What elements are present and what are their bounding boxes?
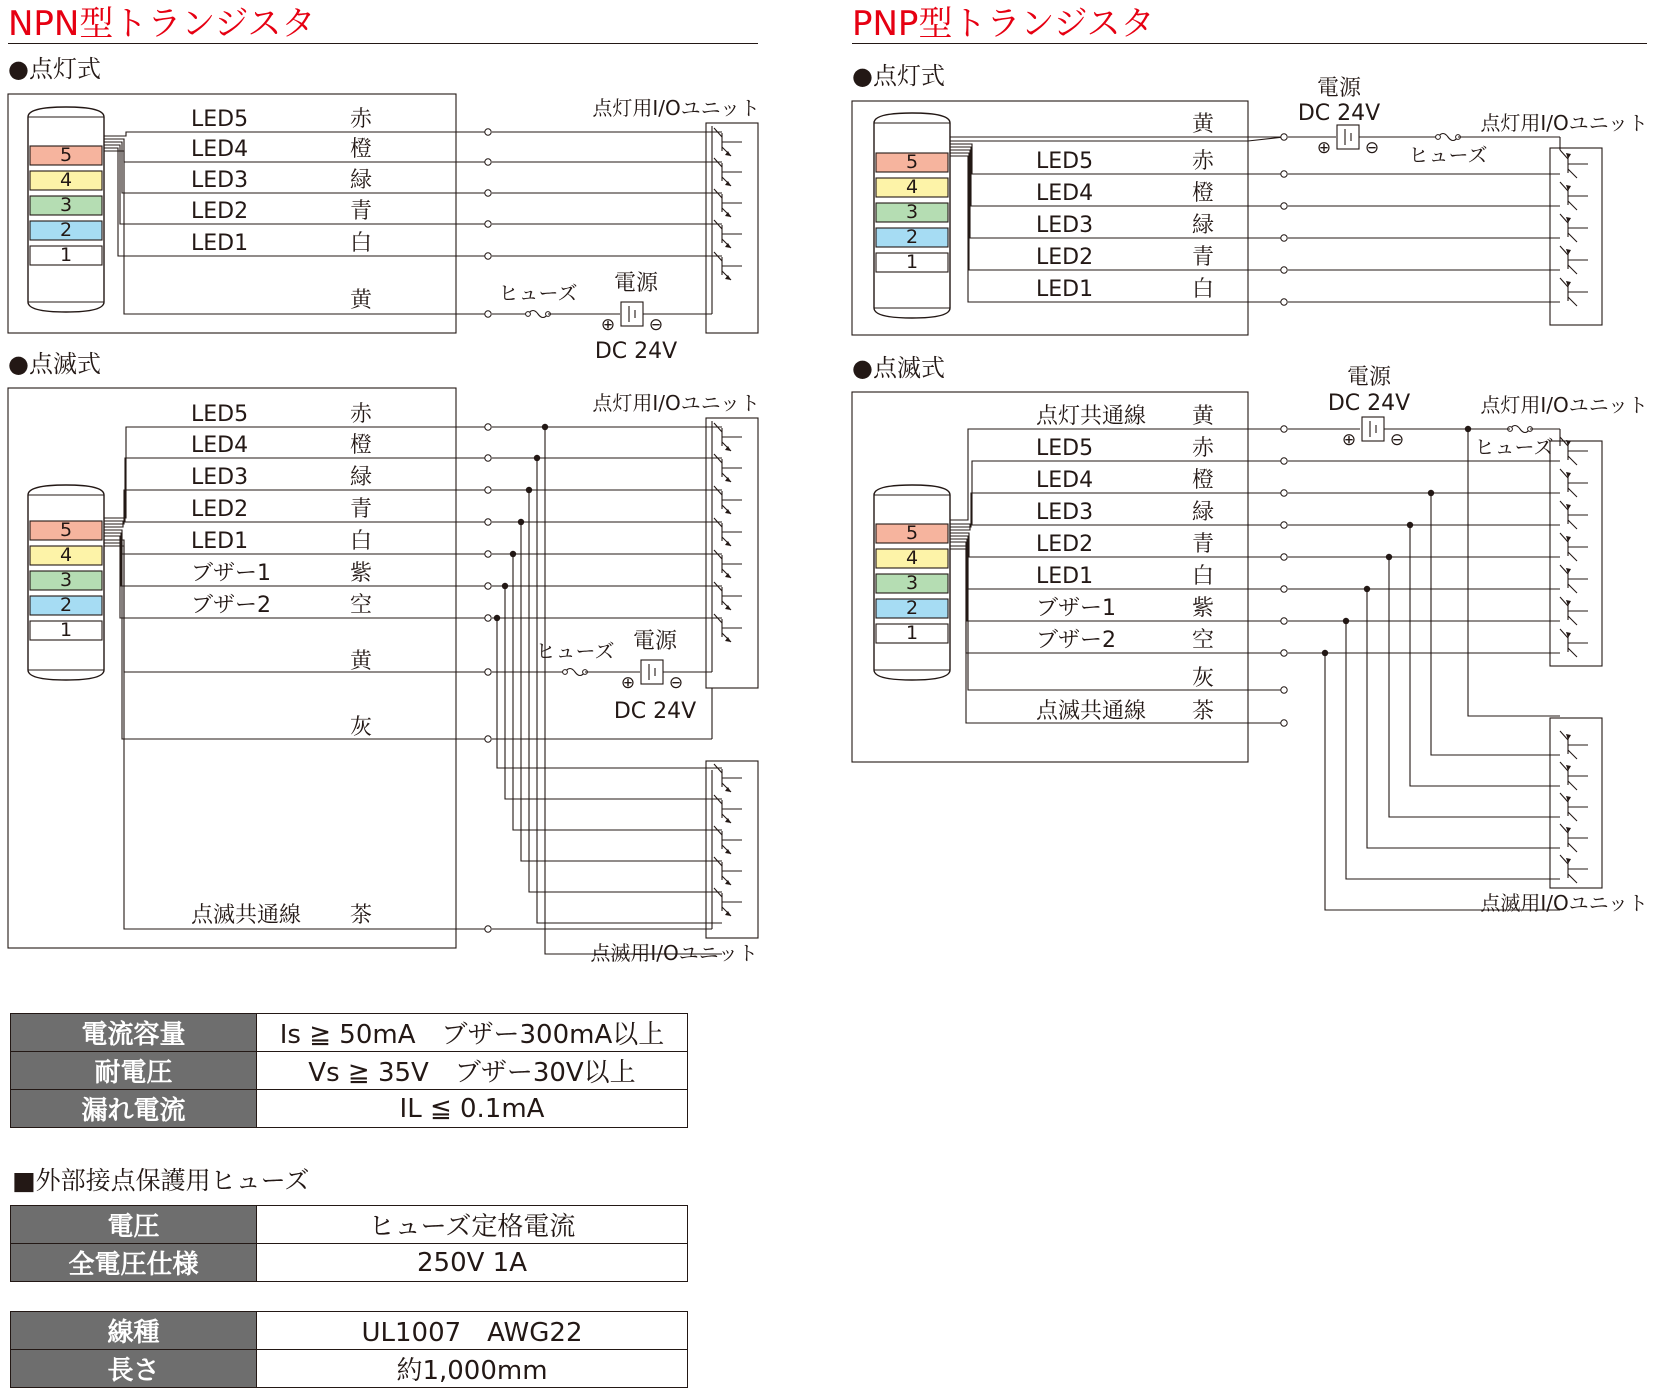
wire-label-ブザー1: ブザー1: [191, 561, 271, 586]
wire-color-赤: 赤: [349, 107, 373, 132]
wire-label-LED2: LED2: [1036, 532, 1094, 557]
table-row: [11, 1312, 688, 1350]
wire-LED5: [104, 132, 488, 136]
transistor-arrow-icon: [725, 573, 731, 578]
terminal-icon: [485, 311, 491, 317]
wire-LED1: [104, 148, 488, 256]
table-row: [11, 1090, 688, 1128]
terminal-icon: [1281, 299, 1287, 305]
wire-label-LED1: LED1: [191, 231, 249, 256]
wire-color-緑: 緑: [349, 168, 373, 193]
fuse-end: [563, 670, 568, 675]
terminal-icon: [485, 551, 491, 557]
transistor-arrow-icon: [725, 243, 731, 248]
fuse-label: ヒューズ: [535, 639, 615, 663]
wire-color-橙: 橙: [1191, 468, 1215, 493]
steady-io-unit: [706, 123, 758, 333]
transistor-collector: [1568, 201, 1577, 210]
wire-color-空: 空: [1191, 628, 1215, 653]
dc-label: DC 24V: [1327, 391, 1411, 416]
wire-LED2: [104, 522, 488, 527]
transistor-collector: [1568, 874, 1577, 883]
tier-label-1: 1: [59, 244, 73, 266]
transistor-collector: [1568, 552, 1577, 561]
minus-icon: ⊖: [668, 673, 684, 693]
terminal-icon: [1281, 203, 1287, 209]
terminal-icon: [1281, 134, 1287, 140]
flash-branch: [1367, 589, 1560, 848]
flash-io-unit: [1550, 718, 1602, 888]
wire-label-ブザー2: ブザー2: [1036, 628, 1116, 653]
steady-io-label: 点灯用I/Oユニット: [592, 96, 760, 120]
terminal-icon: [485, 424, 491, 430]
cable-label: 線種: [11, 1312, 257, 1350]
wire-ブザー1: [950, 539, 1284, 621]
transistor-collector: [1568, 265, 1577, 274]
tier-label-4: 4: [59, 169, 73, 191]
wire-label-LED3: LED3: [1036, 500, 1094, 525]
table-row: [11, 1244, 688, 1282]
wire-label-LED5: LED5: [191, 107, 249, 132]
transistor-collector: [1568, 297, 1577, 306]
flash-common-link: [1468, 429, 1560, 716]
transistor-arrow-icon: [725, 181, 731, 186]
terminal-icon: [1281, 618, 1287, 624]
terminal-icon: [1281, 490, 1287, 496]
dc-label: DC 24V: [1297, 101, 1381, 126]
power-label: 電源: [613, 271, 659, 296]
table-row: [11, 1350, 688, 1388]
tier-label-2: 2: [59, 219, 73, 241]
npn-steady-heading: ●点灯式: [8, 55, 101, 83]
wire-label-LED2: LED2: [1036, 245, 1094, 270]
steady-io-label: 点灯用I/Oユニット: [592, 391, 760, 415]
power-label: 電源: [632, 629, 678, 654]
wire-brown: [104, 546, 488, 929]
transistor-arrow-icon: [725, 212, 731, 217]
flash-branch: [1389, 557, 1560, 817]
plus-icon: ⊕: [1341, 430, 1357, 450]
wire-color-緑: 緑: [1191, 213, 1215, 238]
terminal-icon: [485, 129, 491, 135]
tier-label-5: 5: [59, 144, 73, 166]
wire-color-紫: 紫: [349, 561, 373, 586]
fuse-icon: [1510, 426, 1530, 433]
wire-yellow: [104, 151, 488, 314]
plus-icon: ⊕: [1316, 138, 1332, 158]
wire-label-LED1: LED1: [1036, 277, 1094, 302]
wire-LED4: [104, 139, 488, 162]
wire-color-白: 白: [349, 231, 373, 256]
wire-label-LED2: LED2: [191, 199, 249, 224]
transistor-arrow-icon: [725, 911, 731, 916]
transistor-collector: [1568, 584, 1577, 593]
wire-label-flash-common: 点滅共通線: [1036, 699, 1147, 724]
rating-label: 電流容量: [11, 1014, 257, 1052]
npn-title: NPN型トランジスタ: [8, 4, 316, 44]
wire-color-gray: 灰: [349, 715, 373, 740]
wire-color-yellow: 黄: [349, 288, 373, 313]
wire-color-brown: 茶: [349, 903, 373, 928]
terminal-icon: [1281, 554, 1287, 560]
transistor-arrow-icon: [725, 446, 731, 451]
rating-label: 漏れ電流: [11, 1090, 257, 1128]
transistor-arrow-icon: [725, 880, 731, 885]
wire-ブザー2: [950, 542, 1284, 653]
fuse-row-label: 全電圧仕様: [11, 1244, 257, 1282]
wire-label-ブザー2: ブザー2: [191, 593, 271, 618]
transistor-arrow-icon: [725, 541, 731, 546]
pnp-title: PNP型トランジスタ: [852, 4, 1155, 44]
tier-label-1: 1: [905, 622, 919, 644]
plus-icon: ⊕: [620, 673, 636, 693]
fuse-section-title: ■外部接点保護用ヒューズ: [12, 1166, 310, 1195]
wire-color-白: 白: [1191, 564, 1215, 589]
transistor-arrow-icon: [725, 477, 731, 482]
terminal-icon: [1281, 720, 1287, 726]
fuse-header-label: 電圧: [11, 1206, 257, 1244]
transistor-collector: [1568, 169, 1577, 178]
steady-io-label: 点灯用I/Oユニット: [1480, 393, 1648, 417]
battery-icon: [1337, 125, 1359, 149]
wire-color-brown: 茶: [1191, 699, 1215, 724]
wire-color-gray: 灰: [1191, 666, 1215, 691]
dc-label: DC 24V: [613, 699, 697, 724]
wire-color-緑: 緑: [349, 465, 373, 490]
terminal-icon: [1281, 235, 1287, 241]
wire-LED5: [104, 427, 488, 518]
cable-value: UL1007 AWG22: [257, 1312, 688, 1350]
terminal-icon: [485, 669, 491, 675]
battery-icon: [621, 302, 643, 326]
fuse-label: ヒューズ: [1474, 435, 1554, 459]
wire-LED3: [950, 525, 1284, 530]
terminal-icon: [485, 926, 491, 932]
wire-yellow: [950, 137, 1284, 141]
terminal-icon: [1281, 687, 1287, 693]
terminal-icon: [1281, 267, 1287, 273]
wire-label-LED1: LED1: [1036, 564, 1094, 589]
terminal-icon: [485, 519, 491, 525]
flash-branch: [1346, 621, 1560, 879]
terminal-icon: [485, 615, 491, 621]
wire-color-yellow: 黄: [1191, 112, 1215, 137]
flash-branch: [1410, 525, 1560, 786]
pnp-steady-heading: ●点灯式: [852, 62, 945, 90]
fuse-table: [10, 1205, 688, 1282]
wire-label-LED5: LED5: [1036, 436, 1094, 461]
wire-yellow: [950, 429, 1284, 520]
flash-io-label: 点滅用I/Oユニット: [590, 941, 758, 965]
wire-color-yellow: 黄: [1191, 404, 1215, 429]
flash-io-label: 点滅用I/Oユニット: [1480, 891, 1648, 915]
battery-icon: [641, 660, 663, 684]
wire-color-白: 白: [1191, 277, 1215, 302]
rating-value: Vs ≧ 35V ブザー30V以上: [257, 1052, 688, 1090]
transistor-arrow-icon: [725, 818, 731, 823]
wire-brown: [950, 549, 1284, 723]
minus-icon: ⊖: [1364, 138, 1380, 158]
transistor-arrow-icon: [725, 605, 731, 610]
rating-table: [10, 1013, 688, 1128]
rating-value: Is ≧ 50mA ブザー300mA以上: [257, 1014, 688, 1052]
wire-color-橙: 橙: [349, 137, 373, 162]
transistor-collector: [1568, 750, 1577, 759]
terminal-icon: [485, 736, 491, 742]
wire-color-白: 白: [349, 529, 373, 554]
wire-color-緑: 緑: [1191, 500, 1215, 525]
wire-ブザー1: [104, 533, 488, 586]
transistor-arrow-icon: [725, 151, 731, 156]
wire-label-LED4: LED4: [1036, 468, 1094, 493]
transistor-collector: [1568, 520, 1577, 529]
wire-LED2: [104, 145, 488, 224]
npn-steady-diagram: [8, 94, 760, 364]
steady-io-unit: [1550, 441, 1602, 666]
transistor-collector: [1568, 781, 1577, 790]
wire-LED3: [950, 150, 1284, 238]
terminal-icon: [1281, 650, 1287, 656]
wire-color-青: 青: [349, 199, 373, 224]
terminal-icon: [485, 159, 491, 165]
wire-label-LED3: LED3: [191, 465, 249, 490]
power-label: 電源: [1316, 76, 1362, 101]
wire-color-青: 青: [349, 497, 373, 522]
wire-color-橙: 橙: [349, 433, 373, 458]
steady-io-label: 点灯用I/Oユニット: [1480, 111, 1648, 135]
tier-label-5: 5: [905, 151, 919, 173]
wire-label-LED5: LED5: [1036, 149, 1094, 174]
wire-LED1: [950, 536, 1284, 589]
tier-label-2: 2: [905, 597, 919, 619]
dc-label: DC 24V: [594, 339, 678, 364]
fuse-icon: [565, 669, 585, 676]
tier-label-5: 5: [59, 519, 73, 541]
tier-label-3: 3: [905, 572, 919, 594]
wire-label-ブザー1: ブザー1: [1036, 596, 1116, 621]
fuse-label: ヒューズ: [1408, 143, 1488, 167]
rating-label: 耐電圧: [11, 1052, 257, 1090]
terminal-icon: [485, 190, 491, 196]
wire-LED3: [104, 490, 488, 524]
wire-ブザー2: [104, 536, 488, 618]
wire-label-steady-common: 点灯共通線: [1036, 404, 1147, 429]
transistor-collector: [1568, 616, 1577, 625]
npn-flash-diagram: [8, 388, 760, 965]
fuse-label: ヒューズ: [498, 281, 578, 305]
flash-branch: [1325, 653, 1560, 910]
tier-label-5: 5: [905, 522, 919, 544]
battery-icon: [1362, 417, 1384, 441]
flash-io-unit: [706, 761, 758, 938]
terminal-icon: [485, 455, 491, 461]
tier-label-1: 1: [59, 619, 73, 641]
cable-value: 約1,000mm: [257, 1350, 688, 1388]
transistor-collector: [1568, 488, 1577, 497]
wire-color-青: 青: [1191, 245, 1215, 270]
terminal-icon: [485, 487, 491, 493]
fuse-end: [1436, 135, 1441, 140]
tier-label-2: 2: [905, 226, 919, 248]
wire-label-flash-common: 点滅共通線: [191, 903, 302, 928]
table-row: [11, 1014, 688, 1052]
wire-label-LED4: LED4: [191, 433, 249, 458]
fuse-end: [526, 312, 531, 317]
terminal-icon: [1281, 171, 1287, 177]
table-row: [11, 1052, 688, 1090]
plus-icon: ⊕: [600, 315, 616, 335]
transistor-arrow-icon: [725, 275, 731, 280]
wire-LED2: [950, 533, 1284, 557]
wire-color-yellow: 黄: [349, 649, 373, 674]
wire-color-橙: 橙: [1191, 181, 1215, 206]
flash-branch: [513, 554, 722, 830]
minus-icon: ⊖: [648, 315, 664, 335]
terminal-icon: [1281, 426, 1287, 432]
transistor-collector: [1568, 233, 1577, 242]
power-label: 電源: [1346, 365, 1392, 390]
wire-label-LED2: LED2: [191, 497, 249, 522]
transistor-arrow-icon: [725, 787, 731, 792]
wire-LED1: [950, 156, 1284, 302]
cable-table: [10, 1311, 688, 1388]
transistor-arrow-icon: [725, 637, 731, 642]
tier-label-3: 3: [59, 194, 73, 216]
wire-color-赤: 赤: [1191, 436, 1215, 461]
wire-LED1: [104, 530, 488, 554]
tier-label-4: 4: [905, 547, 919, 569]
npn-flash-heading: ●点滅式: [8, 350, 101, 378]
transistor-collector: [1568, 843, 1577, 852]
wire-label-LED3: LED3: [191, 168, 249, 193]
pnp-steady-diagram: [852, 76, 1648, 335]
transistor-collector: [1568, 812, 1577, 821]
wire-gray: [950, 546, 1284, 690]
transistor-arrow-icon: [725, 849, 731, 854]
tier-label-1: 1: [905, 251, 919, 273]
wire-color-赤: 赤: [349, 402, 373, 427]
wire-color-紫: 紫: [1191, 596, 1215, 621]
transistor-arrow-icon: [725, 509, 731, 514]
terminal-icon: [1281, 458, 1287, 464]
fuse-header-value: ヒューズ定格電流: [257, 1206, 688, 1244]
wire-gray: [104, 543, 488, 739]
wire-yellow: [104, 540, 488, 672]
wire-LED3: [104, 142, 488, 193]
table-row: [11, 1206, 688, 1244]
pnp-flash-heading: ●点滅式: [852, 354, 945, 382]
terminal-icon: [485, 253, 491, 259]
fuse-row-value: 250V 1A: [257, 1244, 688, 1282]
wire-LED2: [950, 153, 1284, 270]
transistor-collector: [1568, 648, 1577, 657]
wire-LED4: [950, 147, 1284, 206]
terminal-icon: [1281, 586, 1287, 592]
minus-icon: ⊖: [1389, 430, 1405, 450]
wire-color-青: 青: [1191, 532, 1215, 557]
pnp-flash-diagram: [852, 365, 1648, 915]
rating-value: IL ≦ 0.1mA: [257, 1090, 688, 1128]
wire-label-LED4: LED4: [1036, 181, 1094, 206]
terminal-icon: [485, 221, 491, 227]
wire-label-LED5: LED5: [191, 402, 249, 427]
wire-label-LED4: LED4: [191, 137, 249, 162]
tier-label-4: 4: [59, 544, 73, 566]
tier-label-3: 3: [905, 201, 919, 223]
wire-color-赤: 赤: [1191, 149, 1215, 174]
tier-label-4: 4: [905, 176, 919, 198]
tier-label-2: 2: [59, 594, 73, 616]
wire-label-LED1: LED1: [191, 529, 249, 554]
wire-label-LED3: LED3: [1036, 213, 1094, 238]
transistor-collector: [1568, 456, 1577, 465]
fuse-icon: [528, 311, 548, 318]
wire-LED4: [950, 493, 1284, 527]
wire-color-空: 空: [349, 593, 373, 618]
tier-label-3: 3: [59, 569, 73, 591]
terminal-icon: [485, 583, 491, 589]
terminal-icon: [1281, 522, 1287, 528]
wire-LED5: [950, 144, 1284, 174]
fuse-icon: [1438, 134, 1458, 141]
cable-label: 長さ: [11, 1350, 257, 1388]
